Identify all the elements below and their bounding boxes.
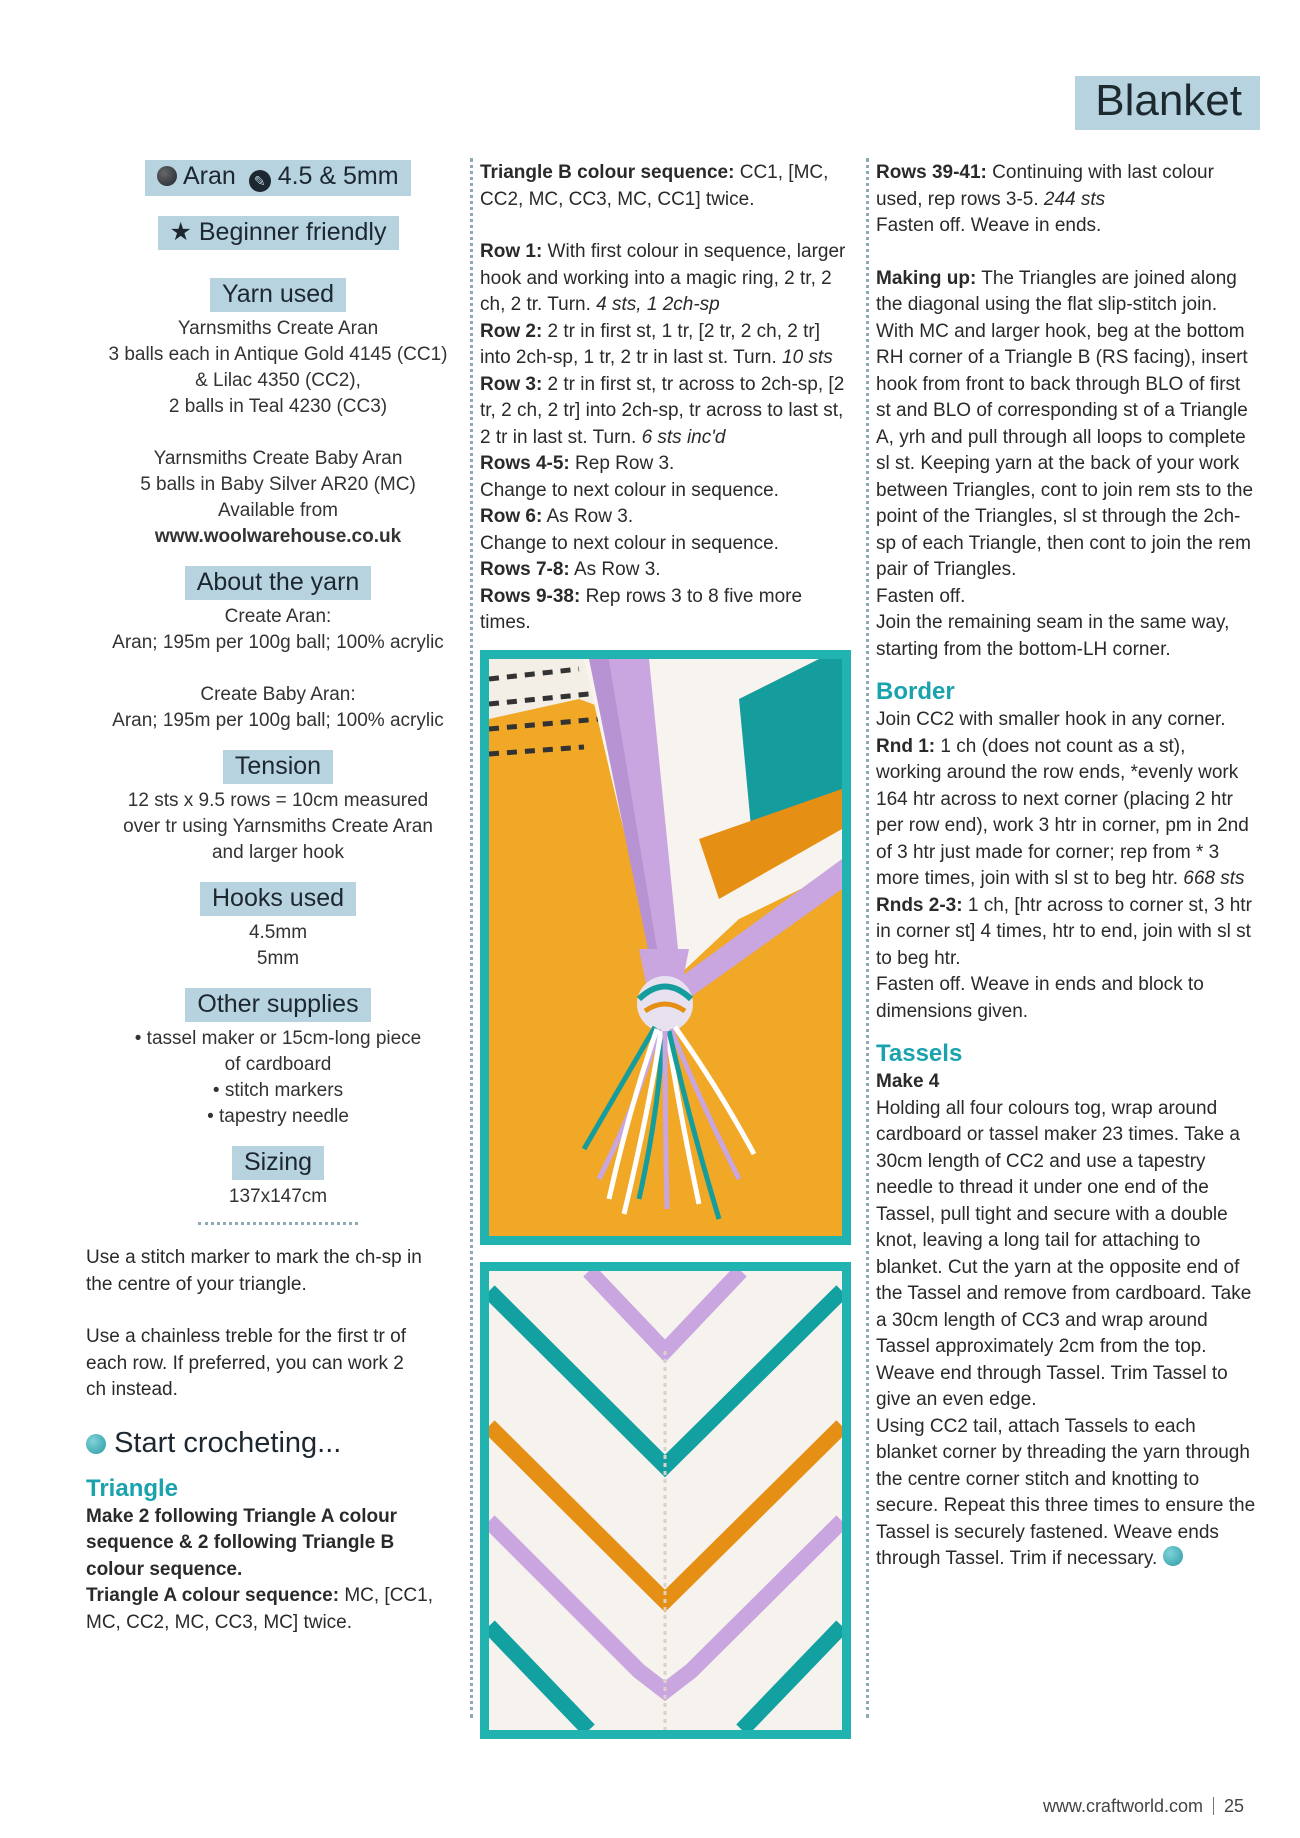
about-line: Create Baby Aran: — [200, 684, 356, 705]
supply-line: • tapestry needle — [207, 1106, 349, 1127]
about-line: Create Aran: — [224, 606, 332, 627]
border-intro: Join CC2 with smaller hook in any corner. — [876, 709, 1226, 730]
chevron-image — [489, 1271, 842, 1730]
triangle-intro: Make 2 following Triangle A colour sequence & 2 following Triangle B colour sequence. — [86, 1505, 398, 1580]
tension-line: 12 sts x 9.5 rows = 10cm measured — [127, 790, 429, 811]
start-heading: Start crocheting... — [86, 1426, 470, 1460]
yarn-line: Yarnsmiths Create Aran — [177, 318, 379, 339]
making-up-fasten: Fasten off. — [876, 585, 966, 607]
border-fasten: Fasten off. Weave in ends and block to dimensions given. — [876, 974, 1204, 1022]
column-divider — [866, 158, 869, 1718]
yarn-line: 2 balls in Teal 4230 (CC3) — [168, 396, 388, 417]
page-title: Blanket — [1075, 76, 1260, 130]
tassels-method: Holding all four colours tog, wrap around cardboard or tassel maker 23 times. Take a 30cm length of CC2 and use a tapestry needle to thread it under one end of the Tassel, pull tight and secure with a double knot, leaving a long tail for attaching to blanket. Cut the yarn at the opposite end of the Tassel and remove from cardboard. Take a 30cm length of CC3 and wrap around Tassel approximately 2cm from the top. Weave end through Tassel. Trim Tassel to give an even edge. — [876, 1097, 1252, 1410]
hooks-heading: Hooks used — [200, 882, 356, 916]
assembly-column — [876, 160, 1256, 1573]
yarn-used-heading: Yarn used — [210, 278, 346, 312]
yarn-line: Available from — [217, 500, 339, 521]
tip-marker: Use a stitch marker to mark the ch-sp in the centre of your triangle. — [86, 1247, 422, 1295]
tassels-attach: Using CC2 tail, attach Tassels to each blanket corner by threading the yarn through the centre corner stitch and knotting to secure. Repeat this three times to ensure the Tassel is securely fastened. Weave ends through Tassel. Trim if necessary. — [876, 1415, 1256, 1569]
rows-39-41: Rows 39-41: Continuing with last colour used, rep rows 3-5. 244 sts — [876, 162, 1214, 210]
row-1: Row 1: With first colour in sequence, larger hook and working into a magic ring, 2 tr, 2 ch, 2 tr. Turn. 4 sts, 1 2ch-sp — [480, 241, 846, 315]
level-badge — [158, 216, 399, 250]
hook-line: 4.5mm — [248, 922, 308, 943]
about-yarn-heading: About the yarn — [185, 566, 372, 600]
rows-4-5: Rows 4-5: Rep Row 3. — [480, 453, 675, 474]
tassel-photo — [480, 650, 851, 1245]
page-footer — [1043, 1796, 1244, 1817]
making-up-steps: With MC and larger hook, beg at the bottom RH corner of a Triangle B (RS facing), insert hook from front to back through BLO of first st and BLO of corresponding st of a Triangle A, yrh and pull through all loops to complete sl st. Keeping yarn at the back of your work between Triangles, cont to join rem sts to the point of the Triangles, sl st through the 2ch-sp of each Triangle, then cont to join the rem pair of Triangles. — [876, 320, 1254, 580]
row-3: Row 3: 2 tr in first st, tr across to 2ch-sp, [2 tr, 2 ch, 2 tr] into 2ch-sp, tr across to last st, 2 tr in last st. Turn. 6 sts inc'd — [480, 373, 845, 448]
row-6: Row 6: As Row 3. — [480, 506, 634, 527]
yarn-line: Yarnsmiths Create Baby Aran — [153, 448, 403, 469]
page-number: 25 — [1223, 1796, 1244, 1816]
rnds-2-3: Rnds 2-3: 1 ch, [htr across to corner st, 3 htr in corner st] 4 times, htr to end, join with sl st to beg htr. — [876, 894, 1252, 969]
yarn-hook-badge — [145, 160, 410, 196]
tassel-image — [489, 659, 842, 1236]
supply-line: • tassel maker or 15cm-long piece — [134, 1028, 422, 1049]
yarn-weight: Aran — [182, 162, 236, 190]
triangle-heading: Triangle — [86, 1474, 179, 1502]
star-icon: ★ — [169, 218, 192, 246]
level-text: Beginner friendly — [198, 218, 387, 246]
making-up-seam: Join the remaining seam in the same way, starting from the bottom-LH corner. — [876, 612, 1230, 660]
yarn-ball-icon — [86, 1434, 106, 1454]
making-up: Making up: The Triangles are joined along the diagonal using the flat slip-stitch join. — [876, 267, 1237, 315]
chevron-photo — [480, 1262, 851, 1739]
triangle-b-sequence: Triangle B colour sequence: CC1, [MC, CC2, MC, CC3, MC, CC1] twice. — [480, 162, 829, 210]
info-column — [86, 160, 470, 1636]
tassels-make: Make 4 — [876, 1071, 940, 1092]
fasten-off: Fasten off. Weave in ends. — [876, 215, 1102, 236]
rows-9-38: Rows 9-38: Rep rows 3 to 8 five more times. — [480, 585, 803, 633]
supply-line: of cardboard — [224, 1054, 332, 1075]
column-divider — [470, 158, 473, 1718]
about-line: Aran; 195m per 100g ball; 100% acrylic — [112, 710, 444, 731]
supplier-link[interactable]: www.woolwarehouse.co.uk — [154, 526, 402, 547]
supplies-heading: Other supplies — [185, 988, 370, 1022]
sizing-value: 137x147cm — [228, 1186, 328, 1207]
change-colour: Change to next colour in sequence. — [480, 532, 779, 554]
yarn-line: 3 balls each in Antique Gold 4145 (CC1) — [108, 344, 448, 365]
tension-line: over tr using Yarnsmiths Create Aran — [123, 816, 433, 837]
tension-heading: Tension — [223, 750, 333, 784]
yarn-line: & Lilac 4350 (CC2), — [195, 370, 361, 391]
yarn-ball-icon — [157, 166, 177, 186]
pattern-column — [480, 160, 855, 637]
about-line: Aran; 195m per 100g ball; 100% acrylic — [112, 632, 444, 653]
supply-line: • stitch markers — [212, 1080, 344, 1101]
hook-icon: ✎ — [249, 170, 271, 192]
sizing-heading: Sizing — [232, 1146, 324, 1180]
yarn-ball-icon — [1163, 1546, 1183, 1566]
tension-line: and larger hook — [211, 842, 345, 863]
rnd-1: Rnd 1: 1 ch (does not count as a st), working around the row ends, *evenly work 164 htr across to next corner (placing 2 htr per row end), work 3 htr in corner, pm in 2nd of 3 htr just made for corner; rep from * 3 more times, join with sl st to beg htr. 668 sts — [876, 735, 1249, 889]
footer-url[interactable]: www.craftworld.com — [1042, 1796, 1203, 1816]
row-2: Row 2: 2 tr in first st, 1 tr, [2 tr, 2 ch, 2 tr] into 2ch-sp, 1 tr, 2 tr in last st. Turn. 10 sts — [480, 320, 833, 368]
triangle-a-sequence: Triangle A colour sequence: MC, [CC1, MC, CC2, MC, CC3, MC] twice. — [86, 1585, 433, 1633]
tassels-heading: Tassels — [876, 1040, 963, 1067]
yarn-line: 5 balls in Baby Silver AR20 (MC) — [140, 474, 416, 495]
change-colour: Change to next colour in sequence. — [480, 479, 779, 501]
hook-sizes: 4.5 & 5mm — [277, 162, 399, 190]
dotted-divider — [198, 1222, 358, 1225]
rows-7-8: Rows 7-8: As Row 3. — [480, 559, 661, 580]
border-heading: Border — [876, 678, 955, 705]
tip-chainless: Use a chainless treble for the first tr of each row. If preferred, you can work 2 ch instead. — [86, 1326, 406, 1400]
hook-line: 5mm — [256, 948, 300, 969]
